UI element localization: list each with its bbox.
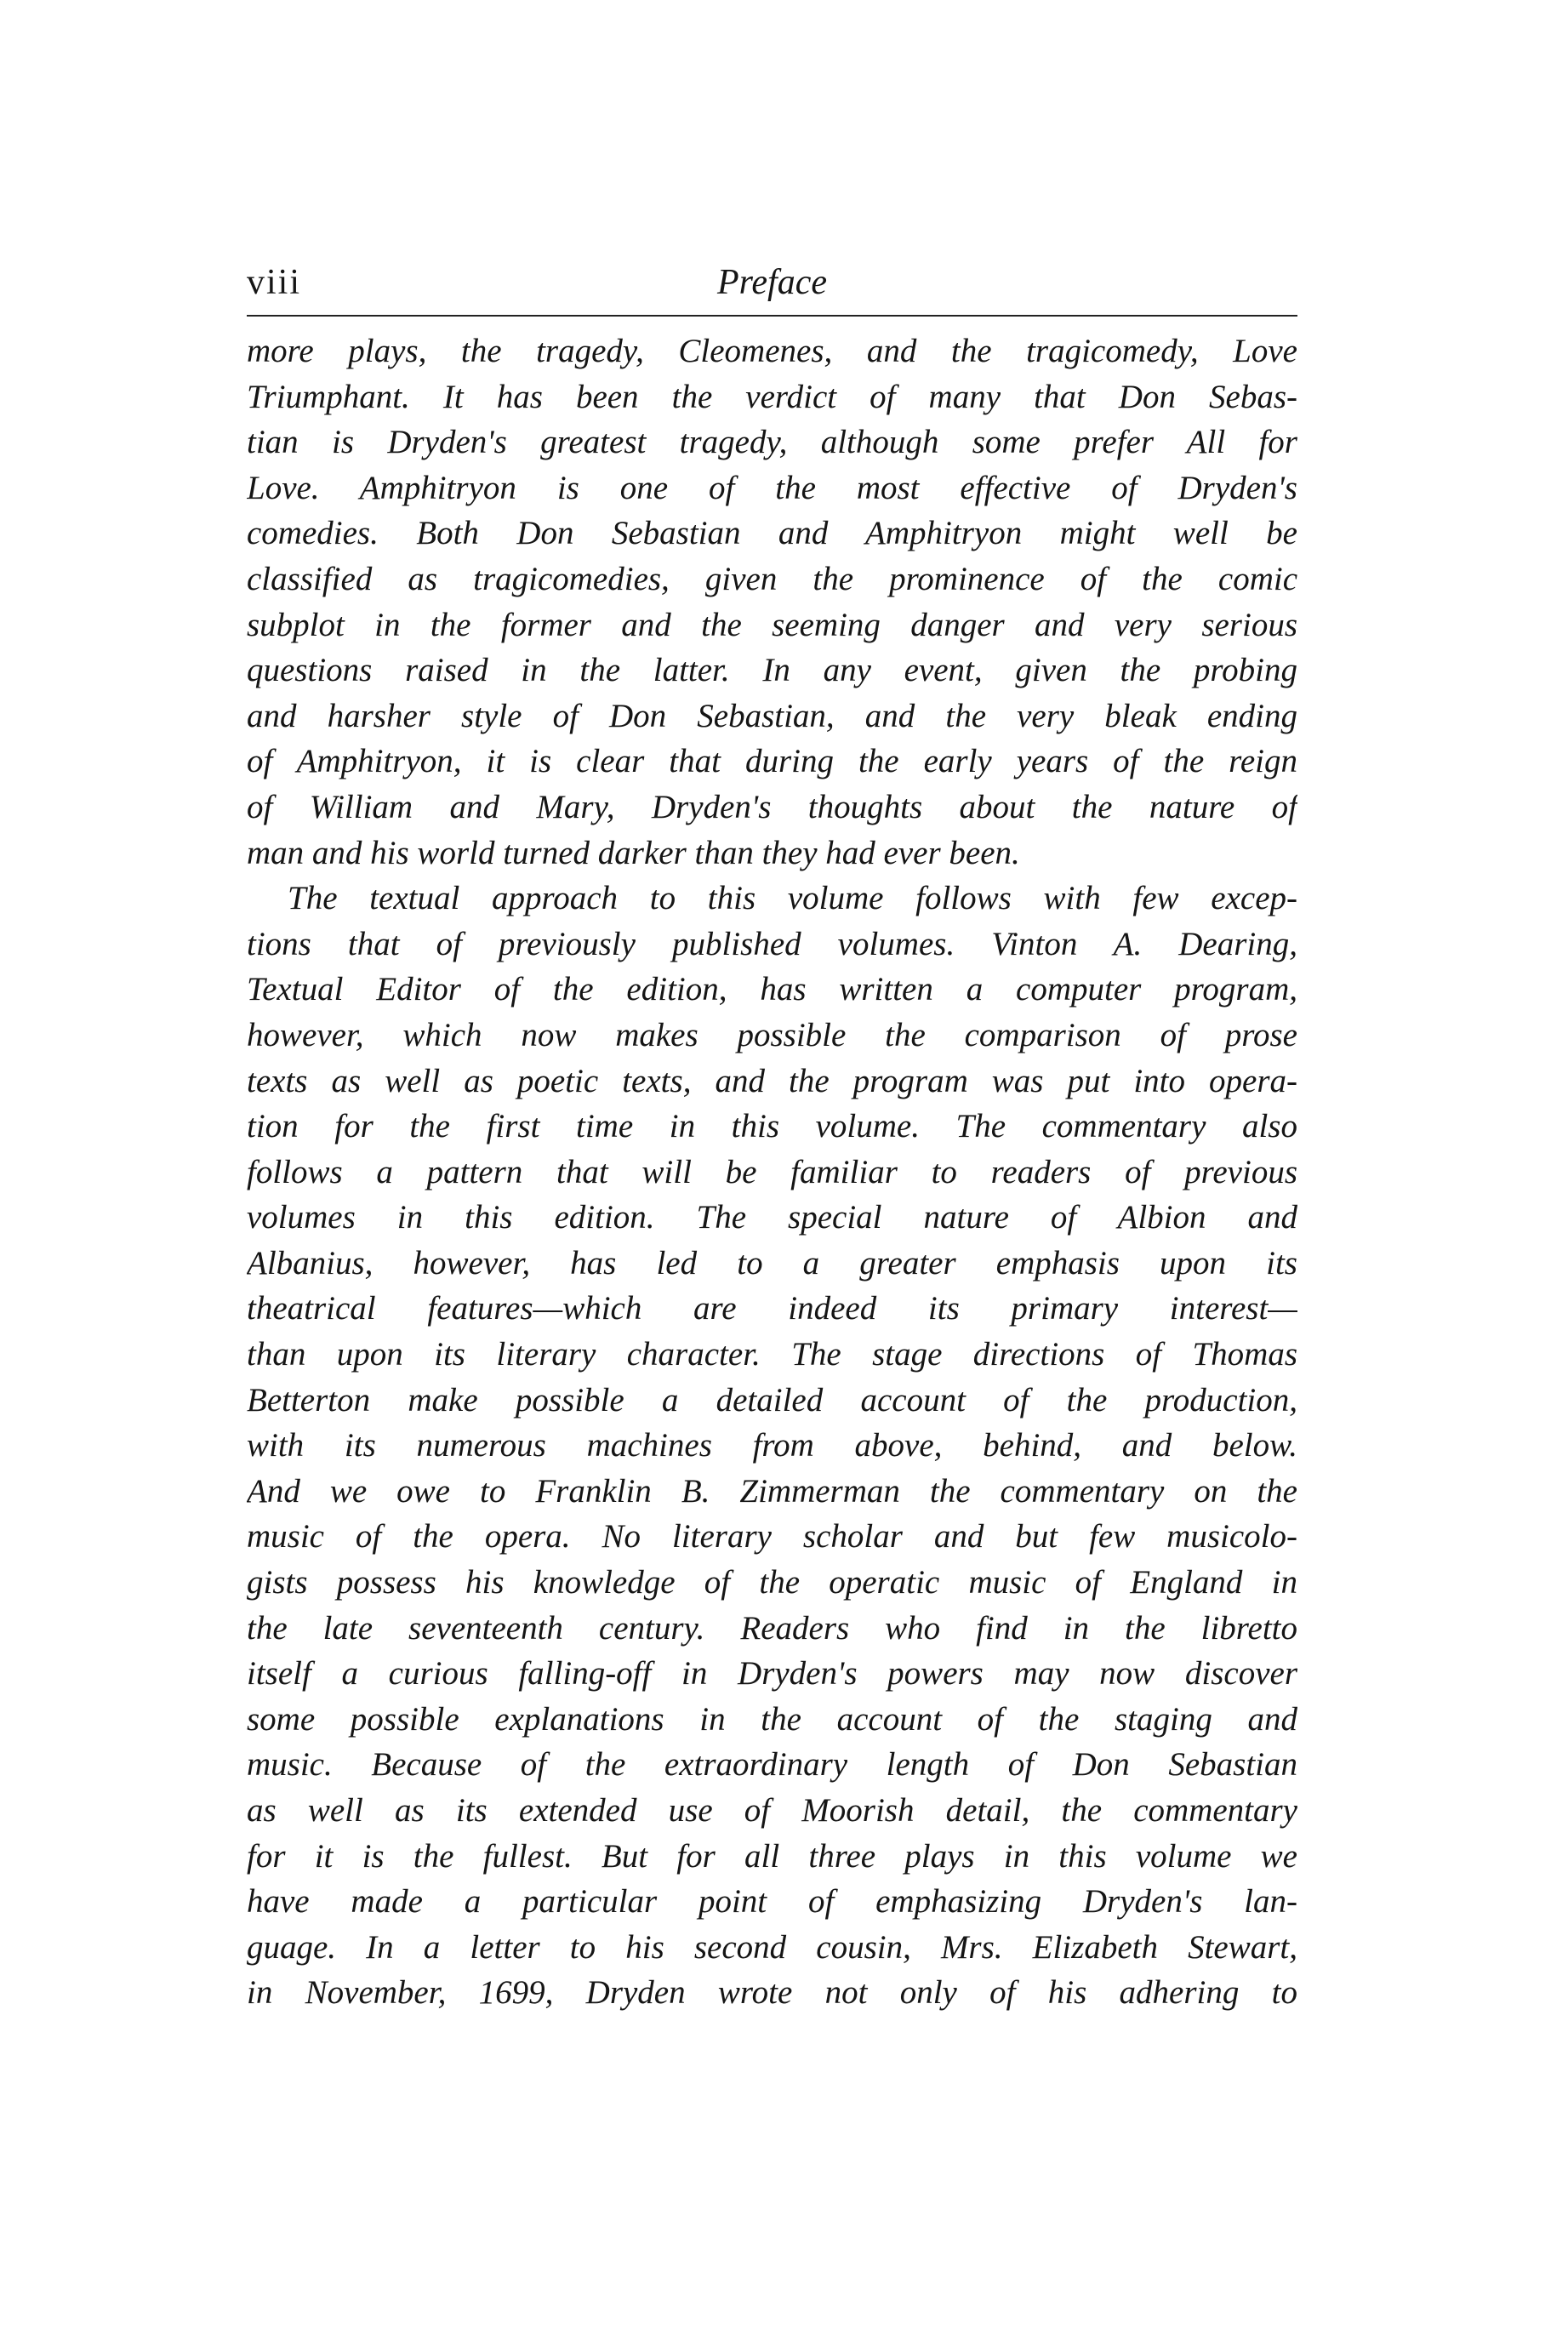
text-line: Love. Amphitryon is one of the most effective of Dryden's xyxy=(247,469,1297,506)
text-line: and harsher style of Don Sebastian, and the very bleak ending xyxy=(247,697,1297,734)
text-line: guage. In a letter to his second cousin, Mrs. Elizabeth Stewart, xyxy=(247,1928,1297,1966)
text-line: of William and Mary, Dryden's thoughts about the nature of xyxy=(247,788,1297,825)
text-line: music. Because of the extraordinary length of Don Sebastian xyxy=(247,1746,1297,1784)
text-line: of Amphitryon, it is clear that during the early years of the reign xyxy=(247,743,1297,780)
text-line: in November, 1699, Dryden wrote not only of his adhering to xyxy=(247,1974,1297,2012)
text-line: tian is Dryden's greatest tragedy, although some prefer All for xyxy=(247,424,1297,461)
text-line: classified as tragicomedies, given the prominence of the comic xyxy=(247,560,1297,597)
text-line: Betterton make possible a detailed account of the production, xyxy=(247,1381,1297,1419)
text-line: have made a particular point of emphasizing Dryden's lan- xyxy=(247,1883,1297,1921)
text-line: for it is the fullest. But for all three plays in this volume we xyxy=(247,1837,1297,1875)
header-rule xyxy=(247,315,1297,317)
book-page xyxy=(247,247,1297,2016)
text-line: And we owe to Franklin B. Zimmerman the commentary on the xyxy=(247,1472,1297,1510)
text-line: some possible explanations in the account of the staging and xyxy=(247,1700,1297,1738)
text-line: The textual approach to this volume follows with few excep- xyxy=(288,880,1297,917)
page-number: viii xyxy=(247,263,302,302)
text-line: Triumphant. It has been the verdict of many that Don Sebas- xyxy=(247,378,1297,415)
text-line: follows a pattern that will be familiar to readers of previous xyxy=(247,1153,1297,1190)
text-line: questions raised in the latter. In any event, given the probing xyxy=(247,652,1297,689)
text-line: tions that of previously published volumes. Vinton A. Dearing, xyxy=(247,925,1297,962)
text-line: with its numerous machines from above, behind, and below. xyxy=(247,1427,1297,1464)
text-line: subplot in the former and the seeming danger and very serious xyxy=(247,606,1297,643)
text-line: volumes in this edition. The special nature of Albion and xyxy=(247,1199,1297,1236)
text-line: however, which now makes possible the comparison of prose xyxy=(247,1016,1297,1053)
text-line: more plays, the tragedy, Cleomenes, and the tragicomedy, Love xyxy=(247,333,1297,369)
text-line: Textual Editor of the edition, has written a computer program, xyxy=(247,971,1297,1008)
text-line: as well as its extended use of Moorish detail, the commentary xyxy=(247,1792,1297,1829)
preface-body xyxy=(247,328,1297,2016)
running-title: Preface xyxy=(716,263,828,302)
text-line: itself a curious falling-off in Dryden's powers may now discover xyxy=(247,1655,1297,1693)
text-line: theatrical features—which are indeed its primary interest— xyxy=(247,1290,1297,1327)
text-line: than upon its literary character. The stage directions of Thomas xyxy=(247,1336,1297,1373)
text-line: music of the opera. No literary scholar and but few musicolo- xyxy=(247,1518,1297,1556)
text-line: comedies. Both Don Sebastian and Amphitryon might well be xyxy=(247,515,1297,552)
text-line: man and his world turned darker than they had ever been. xyxy=(247,834,1020,871)
running-head xyxy=(247,247,1297,315)
text-line: the late seventeenth century. Readers who find in the libretto xyxy=(247,1609,1297,1647)
text-line: gists possess his knowledge of the operatic music of England in xyxy=(247,1564,1297,1601)
text-line: Albanius, however, has led to a greater emphasis upon its xyxy=(247,1244,1297,1282)
text-line: tion for the first time in this volume. The commentary also xyxy=(247,1108,1297,1145)
text-line: texts as well as poetic texts, and the program was put into opera- xyxy=(247,1062,1297,1099)
